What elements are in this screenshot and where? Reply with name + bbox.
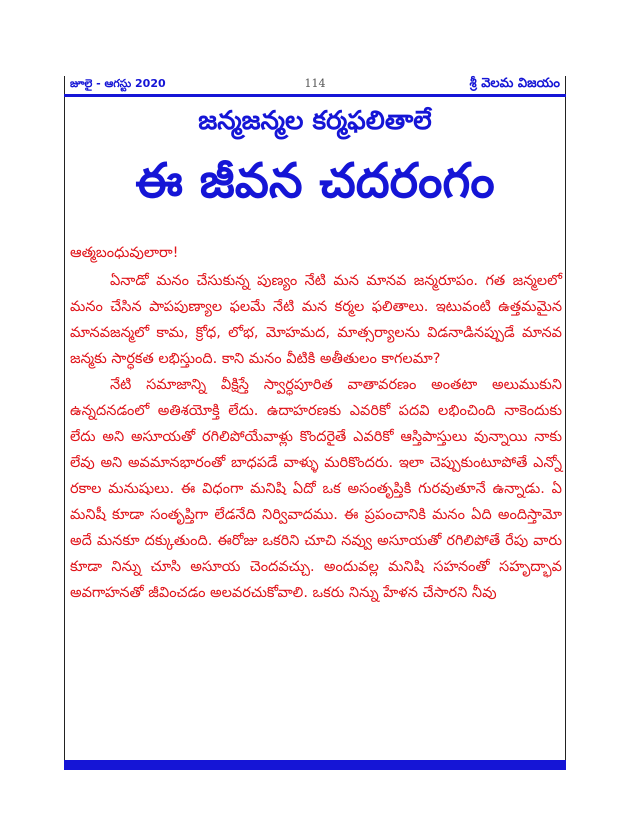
issue-date: జూలై - ఆగస్టు 2020: [70, 77, 166, 90]
page-footer-bar: [64, 760, 566, 770]
article-body: [70, 240, 562, 606]
magazine-name: శ్రీ వెలమ విజయం: [469, 76, 560, 91]
paragraph: ఏనాడో మనం చేసుకున్న పుణ్యం నేటి మన మానవ జన్మరూపం. గత జన్మలలో మనం చేసిన పాపపుణ్యాల ఫలమే నేటి మన కర్మల ఫలితాలు. ఇటువంటి ఉత్తమమైన మానవజన్మలో కామ, క్రోధ, లోభ, మోహమద, మాత్సర్యాలను విడనాడినప్పుడే మానవ జన్మకు సార్ధకత లభిస్తుంది. కాని మనం వీటికి అతీతులం కాగలమా?: [70, 273, 562, 367]
article-title: ఈ జీవన చదరంగం: [135, 153, 495, 209]
page-header: [64, 76, 566, 97]
article-subtitle: జన్మజన్మల కర్మఫలితాలే: [198, 106, 432, 136]
page-number: 114: [304, 77, 326, 90]
greeting: ఆత్మబంధువులారా!: [70, 245, 179, 261]
paragraph: నేటి సమాజాన్ని వీక్షిస్తే స్వార్ధపూరిత వాతావరణం అంతటా అలుముకుని ఉన్నదనడంలో అతిశయోక్తి లేదు. ఉదాహరణకు ఎవరికో పదవి లభించింది నాకెందుకు లేదు అని అసూయతో రగిలిపోయేవాళ్లు కొందరైతే ఎవరికో ఆస్తిపాస్తులు వున్నాయి నాకు లేవు అని అవమానభారంతో బాధపడే వాళ్ళు మరికొందరు. ఇలా చెప్పుకుంటూపోతే ఎన్నో రకాల మనుషులు. ఈ విధంగా మనిషి ఏదో ఒక అసంతృప్తికి గురవుతూనే ఉన్నాడు. ఏ మనిషీ కూడా సంతృప్తిగా లేడనేది నిర్వివాదము. ఈ ప్రపంచానికి మనం ఏది అందిస్తామో అదే మనకూ దక్కుతుంది. ఈరోజు ఒకరిని చూచి నవ్వు అసూయతో రగిలిపోతే రేపు వారు కూడా నిన్ను చూసి అసూయ చెందవచ్చు. అందువల్ల మనిషి సహనంతో సహృద్భావ అవగాహనతో జీవించడం అలవరచుకోవాలి. ఒకరు నిన్ను హేళన చేసారని నీవు: [70, 377, 562, 601]
